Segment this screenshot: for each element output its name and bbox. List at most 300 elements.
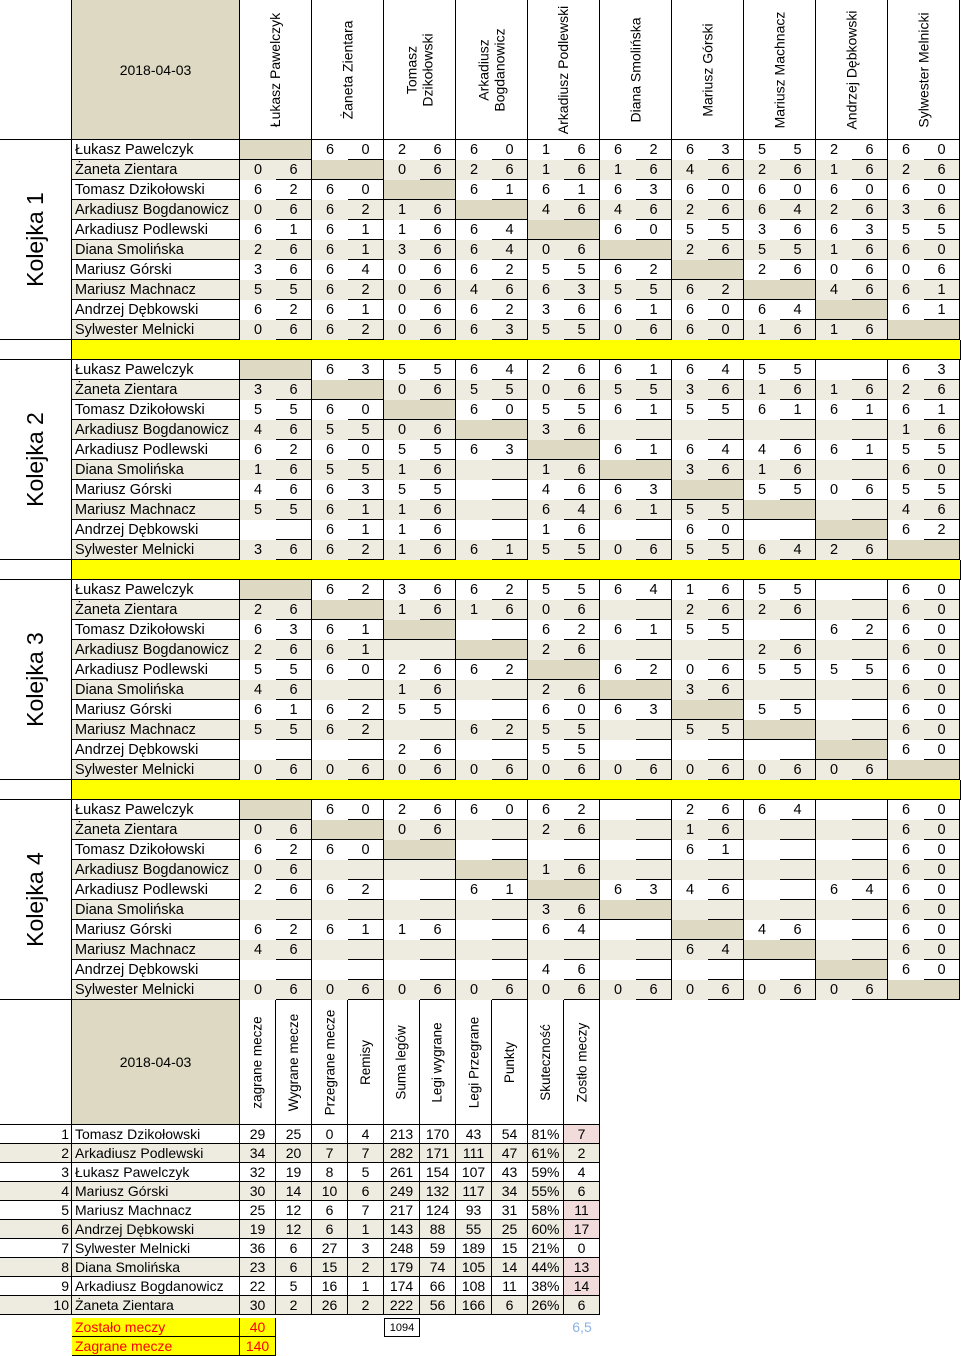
score-won: 5 — [757, 662, 767, 678]
score-lost: 6 — [276, 880, 312, 900]
score-won: 6 — [901, 842, 911, 858]
score-won: 6 — [469, 182, 479, 198]
score-lost: 3 — [492, 320, 528, 340]
score-lost: 5 — [276, 660, 312, 680]
score-lost: 2 — [636, 260, 672, 280]
score-lost: 0 — [924, 800, 960, 820]
score-lost: 6 — [420, 300, 456, 320]
score-won: 2 — [240, 640, 276, 660]
score-won: 1 — [744, 320, 780, 340]
row-player-name: Łukasz Pawelczyk — [72, 800, 240, 820]
score-won: 1 — [384, 540, 420, 560]
score-won: 0 — [744, 980, 780, 1000]
diagonal-cell — [456, 200, 528, 220]
score-lost: 6 — [420, 380, 456, 400]
stats-value: 2 — [276, 1296, 312, 1315]
score-won: 6 — [469, 442, 479, 458]
score-lost — [780, 420, 816, 440]
score-lost — [420, 640, 456, 660]
score-lost: 6 — [492, 160, 528, 180]
stats-value: 47 — [492, 1144, 528, 1163]
score-won — [240, 900, 276, 920]
score-lost — [780, 820, 816, 840]
score-lost: 6 — [780, 260, 816, 280]
score-lost: 6 — [708, 580, 744, 600]
score-won: 2 — [744, 640, 780, 660]
score-won: 3 — [672, 380, 708, 400]
score-lost: 5 — [276, 500, 312, 520]
score-lost: 2 — [276, 300, 312, 320]
score-lost — [492, 740, 528, 760]
stats-value: 12 — [276, 1201, 312, 1220]
score-won: 2 — [672, 200, 708, 220]
score-won: 6 — [325, 302, 335, 318]
score-won — [600, 640, 636, 660]
score-won — [816, 860, 852, 880]
score-lost: 5 — [636, 280, 672, 300]
score-lost: 0 — [348, 400, 384, 420]
stats-value: 26% — [528, 1296, 564, 1315]
score-won: 1 — [456, 600, 492, 620]
stats-value: 0 — [312, 1125, 348, 1144]
score-won: 6 — [541, 802, 551, 818]
stats-value: 93 — [456, 1201, 492, 1220]
stats-value: 1 — [348, 1220, 384, 1239]
diagonal-cell — [456, 860, 528, 880]
stats-value: 10 — [312, 1182, 348, 1201]
score-won: 6 — [325, 622, 335, 638]
score-lost: 6 — [564, 980, 600, 1000]
score-lost: 0 — [708, 300, 744, 320]
row-player-name: Łukasz Pawelczyk — [72, 140, 240, 160]
column-header-8-text: Mariusz Machnacz — [771, 11, 788, 128]
score-lost: 1 — [564, 180, 600, 200]
score-won: 5 — [672, 540, 708, 560]
score-won: 1 — [816, 320, 852, 340]
score-lost: 3 — [708, 140, 744, 160]
stats-header-8-text: Punkty — [502, 1041, 517, 1083]
stats-value: 58% — [528, 1201, 564, 1220]
score-won: 2 — [888, 380, 924, 400]
score-lost — [708, 960, 744, 980]
score-lost: 6 — [420, 540, 456, 560]
score-lost — [780, 960, 816, 980]
score-won: 6 — [253, 302, 263, 318]
score-won: 1 — [384, 460, 420, 480]
score-lost: 6 — [420, 260, 456, 280]
score-won: 5 — [685, 222, 695, 238]
stats-value: 43 — [492, 1163, 528, 1182]
score-won: 0 — [528, 380, 564, 400]
column-header-5-text: Arkadiusz Podlewski — [555, 5, 572, 134]
score-lost: 3 — [492, 440, 528, 460]
score-lost — [348, 740, 384, 760]
score-won: 6 — [888, 240, 924, 260]
round-label-2 — [0, 360, 72, 560]
diagonal-cell — [816, 740, 888, 760]
stats-value: 44% — [528, 1258, 564, 1277]
row-player-name: Tomasz Dzikołowski — [72, 400, 240, 420]
score-lost: 2 — [348, 580, 384, 600]
score-won: 5 — [541, 742, 551, 758]
score-lost: 6 — [564, 460, 600, 480]
diagonal-cell — [528, 660, 600, 680]
stats-value: 56 — [420, 1296, 456, 1315]
stats-value: 189 — [456, 1239, 492, 1258]
stats-value: 19 — [276, 1163, 312, 1182]
score-lost — [852, 420, 888, 440]
score-won: 5 — [397, 442, 407, 458]
column-header-3 — [384, 0, 456, 140]
score-lost: 2 — [636, 140, 672, 160]
score-lost: 2 — [348, 200, 384, 220]
row-player-name: Arkadiusz Bogdanowicz — [72, 640, 240, 660]
stats-value: 261 — [384, 1163, 420, 1182]
score-lost: 6 — [852, 320, 888, 340]
score-lost: 6 — [420, 800, 456, 820]
score-won: 6 — [901, 962, 911, 978]
score-won — [600, 960, 636, 980]
score-won: 3 — [528, 420, 564, 440]
score-lost — [348, 860, 384, 880]
score-lost — [564, 840, 600, 860]
score-lost: 6 — [780, 920, 816, 940]
score-won: 5 — [685, 402, 695, 418]
stats-value: 19 — [240, 1220, 276, 1239]
score-won: 2 — [744, 160, 780, 180]
score-lost: 0 — [348, 140, 384, 160]
score-lost: 6 — [780, 600, 816, 620]
stats-header-10-text: Zostło meczy — [574, 1022, 589, 1102]
score-won: 3 — [397, 582, 407, 598]
score-won — [240, 960, 276, 980]
score-lost — [708, 900, 744, 920]
diagonal-cell — [240, 360, 312, 380]
score-lost: 3 — [636, 180, 672, 200]
score-lost: 0 — [924, 600, 960, 620]
stats-value: 23 — [240, 1258, 276, 1277]
score-won: 5 — [757, 702, 767, 718]
score-won: 1 — [397, 922, 407, 938]
score-won: 5 — [253, 662, 263, 678]
stats-header-date: 2018-04-03 — [72, 1000, 240, 1125]
score-won: 2 — [253, 882, 263, 898]
score-lost — [708, 740, 744, 760]
score-lost — [852, 460, 888, 480]
diagonal-cell — [528, 880, 600, 900]
score-won — [312, 740, 348, 760]
score-won: 6 — [312, 280, 348, 300]
score-lost — [780, 900, 816, 920]
stats-value: 6 — [564, 1296, 600, 1315]
score-won: 6 — [312, 320, 348, 340]
score-won: 3 — [672, 460, 708, 480]
row-player-name: Tomasz Dzikołowski — [72, 620, 240, 640]
score-lost — [852, 840, 888, 860]
score-won — [456, 480, 492, 500]
score-won: 0 — [600, 980, 636, 1000]
score-lost: 6 — [276, 380, 312, 400]
stats-value: 0 — [564, 1239, 600, 1258]
score-lost — [492, 960, 528, 980]
score-lost — [852, 680, 888, 700]
score-lost: 6 — [420, 140, 456, 160]
score-lost: 0 — [924, 720, 960, 740]
score-lost: 6 — [276, 160, 312, 180]
score-won: 6 — [888, 680, 924, 700]
score-lost: 5 — [636, 380, 672, 400]
round-label-text: Kolejka 4 — [22, 852, 48, 947]
score-won — [816, 720, 852, 740]
score-won: 5 — [600, 380, 636, 400]
score-lost: 6 — [708, 760, 744, 780]
score-lost — [852, 600, 888, 620]
score-lost: 5 — [780, 140, 816, 160]
score-won: 6 — [829, 402, 839, 418]
column-header-1 — [240, 0, 312, 140]
score-lost: 5 — [564, 260, 600, 280]
score-won — [312, 900, 348, 920]
score-lost: 0 — [636, 220, 672, 240]
score-lost — [780, 740, 816, 760]
score-lost: 5 — [276, 720, 312, 740]
score-lost: 3 — [924, 360, 960, 380]
score-lost — [636, 420, 672, 440]
score-lost — [636, 720, 672, 740]
score-lost — [276, 900, 312, 920]
score-won: 1 — [816, 240, 852, 260]
score-lost: 5 — [564, 720, 600, 740]
score-won: 0 — [456, 980, 492, 1000]
score-lost: 1 — [348, 240, 384, 260]
score-won: 6 — [469, 142, 479, 158]
diagonal-cell — [384, 400, 456, 420]
score-lost: 0 — [924, 820, 960, 840]
stats-value: 66 — [420, 1277, 456, 1296]
stats-header-4-text: Remisy — [358, 1039, 374, 1085]
score-lost: 6 — [420, 760, 456, 780]
score-lost: 6 — [276, 460, 312, 480]
score-lost: 0 — [492, 400, 528, 420]
score-won: 6 — [901, 622, 911, 638]
score-won — [456, 940, 492, 960]
score-won: 6 — [901, 522, 911, 538]
row-player-name: Sylwester Melnicki — [72, 320, 240, 340]
score-lost: 6 — [420, 240, 456, 260]
score-lost: 6 — [420, 820, 456, 840]
score-won: 4 — [528, 200, 564, 220]
score-won — [744, 900, 780, 920]
row-player-name: Mariusz Machnacz — [72, 720, 240, 740]
score-won: 6 — [325, 402, 335, 418]
score-won: 2 — [397, 802, 407, 818]
score-won: 6 — [325, 182, 335, 198]
column-header-3-text: Tomasz Dzikołowski — [403, 32, 436, 107]
stats-player-name: Sylwester Melnicki — [72, 1239, 240, 1258]
column-header-10-text: Sylwester Melnicki — [915, 11, 932, 128]
score-won — [816, 460, 852, 480]
score-won: 6 — [325, 802, 335, 818]
rank-number: 7 — [0, 1239, 72, 1258]
score-won: 0 — [600, 320, 636, 340]
score-won — [816, 640, 852, 660]
score-won: 5 — [757, 142, 767, 158]
score-won: 0 — [672, 980, 708, 1000]
score-won: 1 — [240, 460, 276, 480]
score-won: 5 — [757, 582, 767, 598]
diagonal-cell — [816, 520, 888, 540]
score-lost: 6 — [852, 980, 888, 1000]
score-lost: 4 — [780, 200, 816, 220]
score-won: 4 — [456, 280, 492, 300]
score-lost: 2 — [564, 800, 600, 820]
score-won: 1 — [744, 460, 780, 480]
score-lost: 6 — [564, 240, 600, 260]
score-lost: 0 — [708, 180, 744, 200]
score-won: 0 — [312, 760, 348, 780]
stats-value: 7 — [312, 1144, 348, 1163]
stats-header-7-text: Legi Przegrane — [466, 1016, 481, 1108]
row-player-name: Arkadiusz Podlewski — [72, 880, 240, 900]
score-lost: 5 — [420, 700, 456, 720]
score-lost — [420, 900, 456, 920]
score-won: 6 — [613, 702, 623, 718]
stats-value: 11 — [564, 1201, 600, 1220]
score-lost: 4 — [492, 220, 528, 240]
stats-value: 13 — [564, 1258, 600, 1277]
round-label-4 — [0, 800, 72, 1000]
stats-header-9 — [528, 1000, 564, 1125]
score-lost — [492, 900, 528, 920]
score-won: 6 — [253, 842, 263, 858]
score-lost: 6 — [852, 260, 888, 280]
score-lost: 1 — [348, 220, 384, 240]
score-lost: 6 — [564, 200, 600, 220]
score-won: 6 — [325, 702, 335, 718]
score-lost: 6 — [564, 520, 600, 540]
score-lost: 6 — [276, 240, 312, 260]
score-won — [456, 700, 492, 720]
score-won — [744, 680, 780, 700]
score-lost — [636, 860, 672, 880]
score-lost: 5 — [708, 220, 744, 240]
stats-value: 4 — [348, 1125, 384, 1144]
score-won: 0 — [312, 980, 348, 1000]
score-lost: 4 — [708, 440, 744, 460]
score-won: 2 — [672, 240, 708, 260]
score-lost — [492, 920, 528, 940]
score-won: 6 — [613, 302, 623, 318]
score-won: 1 — [528, 860, 564, 880]
score-lost: 1 — [348, 920, 384, 940]
score-won: 6 — [613, 402, 623, 418]
score-lost: 1 — [708, 840, 744, 860]
score-won: 1 — [384, 200, 420, 220]
score-lost: 0 — [924, 580, 960, 600]
stats-header-4 — [348, 1000, 384, 1125]
score-won — [816, 920, 852, 940]
score-won: 4 — [757, 922, 767, 938]
row-player-name: Arkadiusz Bogdanowicz — [72, 420, 240, 440]
score-lost — [492, 500, 528, 520]
score-lost: 1 — [348, 620, 384, 640]
score-lost: 6 — [276, 680, 312, 700]
column-header-6-text: Diana Smolińska — [627, 16, 644, 123]
score-won: 2 — [456, 160, 492, 180]
row-player-name: Arkadiusz Podlewski — [72, 660, 240, 680]
score-lost — [636, 820, 672, 840]
score-lost — [492, 680, 528, 700]
score-lost: 0 — [348, 800, 384, 820]
score-won: 4 — [240, 420, 276, 440]
score-won: 1 — [384, 600, 420, 620]
score-won: 6 — [325, 222, 335, 238]
score-won: 6 — [888, 460, 924, 480]
row-player-name: Diana Smolińska — [72, 900, 240, 920]
score-won: 5 — [541, 582, 551, 598]
played-label: Zagrane mecze — [72, 1337, 240, 1356]
score-won — [384, 880, 420, 900]
stats-value: 32 — [240, 1163, 276, 1182]
score-won: 6 — [469, 222, 479, 238]
diagonal-cell — [312, 820, 384, 840]
stats-value: 249 — [384, 1182, 420, 1201]
score-won — [384, 720, 420, 740]
score-won: 6 — [528, 500, 564, 520]
score-won: 1 — [685, 582, 695, 598]
stats-header-7 — [456, 1000, 492, 1125]
score-lost: 5 — [708, 720, 744, 740]
stats-value: 107 — [456, 1163, 492, 1182]
rank-number: 2 — [0, 1144, 72, 1163]
column-header-2-text: Żaneta Zientara — [339, 20, 356, 119]
score-won: 6 — [469, 262, 479, 278]
score-lost: 0 — [564, 700, 600, 720]
column-header-4 — [456, 0, 528, 140]
score-won — [456, 680, 492, 700]
score-lost: 5 — [708, 500, 744, 520]
score-lost: 1 — [636, 360, 672, 380]
row-player-name: Tomasz Dzikołowski — [72, 840, 240, 860]
score-lost — [348, 900, 384, 920]
score-lost: 6 — [852, 240, 888, 260]
stats-value: 14 — [492, 1258, 528, 1277]
score-won — [456, 620, 492, 640]
row-player-name: Arkadiusz Bogdanowicz — [72, 200, 240, 220]
score-won: 2 — [240, 600, 276, 620]
score-won — [816, 580, 852, 600]
score-lost — [492, 840, 528, 860]
score-won — [384, 900, 420, 920]
row-player-name: Żaneta Zientara — [72, 820, 240, 840]
score-won: 0 — [528, 760, 564, 780]
stats-corner — [0, 1000, 72, 1125]
score-won: 0 — [397, 302, 407, 318]
diagonal-cell — [240, 580, 312, 600]
round-label-text: Kolejka 3 — [22, 632, 48, 727]
score-lost: 6 — [924, 380, 960, 400]
stats-value: 6 — [312, 1220, 348, 1239]
score-lost — [492, 940, 528, 960]
score-won — [816, 820, 852, 840]
score-won — [456, 960, 492, 980]
diagonal-cell — [672, 700, 744, 720]
stats-value: 14 — [564, 1277, 600, 1296]
score-lost: 6 — [276, 860, 312, 880]
score-lost: 1 — [780, 400, 816, 420]
row-player-name: Żaneta Zientara — [72, 160, 240, 180]
score-lost: 2 — [852, 620, 888, 640]
